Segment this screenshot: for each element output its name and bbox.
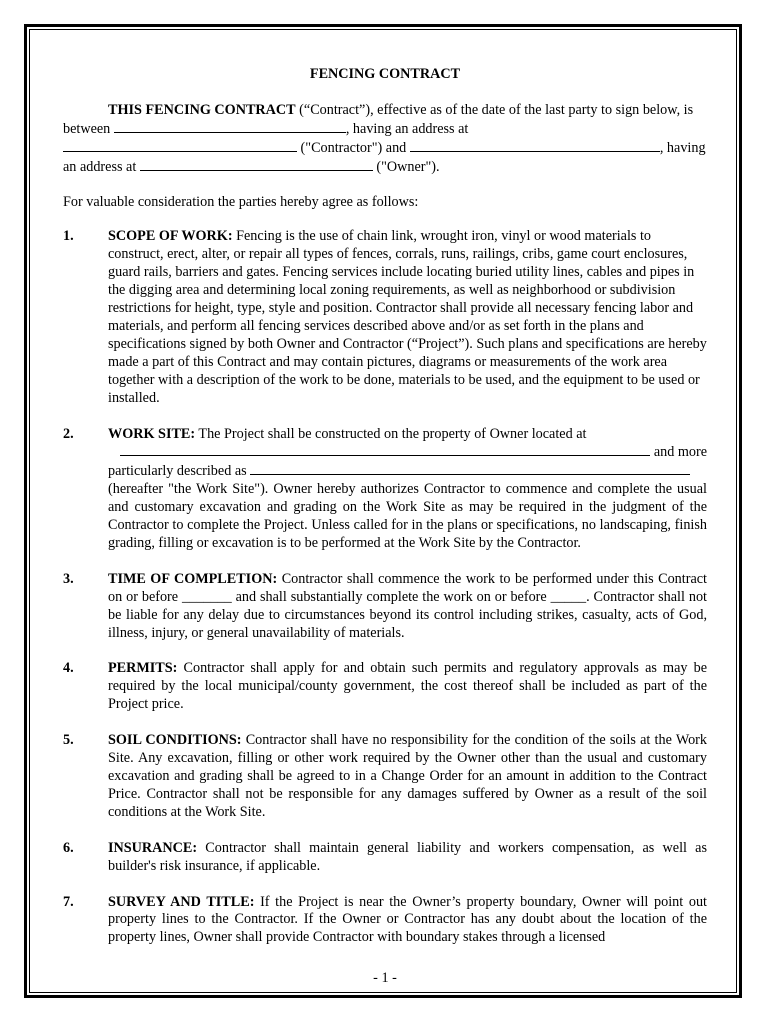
section-text: The Project shall be constructed on the property of Owner located at [195,425,587,442]
contractor-name-blank[interactable] [114,120,346,133]
section-number: 7. [63,893,74,910]
section-heading: PERMITS: [108,660,178,677]
section-scope-of-work [63,228,707,407]
section-work-site [63,426,707,553]
section-number: 4. [63,660,74,677]
section-time-of-completion [63,571,707,643]
section-heading: SCOPE OF WORK: [108,228,233,245]
work-site-description-blank[interactable] [250,462,690,475]
work-site-location-blank[interactable] [120,443,650,456]
intro-lead: THIS FENCING CONTRACT [108,101,296,118]
section-insurance [63,840,707,876]
section-number: 3. [63,570,74,587]
intro-text-1: (“Contract”), effective as of the date of the last party to sign below, is between [63,101,694,137]
contractor-address-blank[interactable] [63,139,297,152]
section-text: Contractor shall have no responsibility for the condition of the soils at the Work Site. Any excavation, filling or other work required by the Owner other than the usual and customary excavation and grading shall be agreed to in a Change Order for an amount in addition to the Contract Price. Contractor shall not be responsible for any damages suffered by Owner as a result of the soil conditions at the Work Site. [108,732,707,820]
section-text: Fencing is the use of chain link, wrought iron, vinyl or wood materials to construct, erect, alter, or repair all types of fences, corrals, runs, railings, cribs, game court enclosures, guard rails, barriers and gates. Fencing services include locating buried utility lines, cables and pipes in the digging area and determining local zoning requirements, as well as neighborhood or subdivision restrictions for height, type, style and position. Contractor shall provide all necessary fencing labor and materials, and perform all fencing services described above and/or as set forth in the plans and specifications signed by both Owner and Contractor (“Project”). Such plans and specifications are hereby made a part of this Contract and may contain pictures, diagrams or measurements of the work area together with a description of the work to be done, materials to be used, and the equipment to be used or installed. [108,228,707,406]
section-survey-and-title [63,894,707,948]
section-soil-conditions [63,732,707,822]
section-number: 1. [63,228,74,245]
section-heading: WORK SITE: [108,425,196,442]
intro-text-2: , having an address at [345,120,469,137]
page-number: - 1 - [373,970,397,986]
owner-name-blank[interactable] [410,139,660,152]
section-text: If the Project is near the Owner’s property boundary, Owner will point out property lines to the Contractor. If the Owner or Contractor has any doubt about the location of the property lines, Owner shall provide Contractor with boundary stakes through a licensed [108,893,707,946]
document-title: FENCING CONTRACT [309,66,461,82]
section-heading: INSURANCE: [108,839,198,856]
consideration-line: For valuable consideration the parties hereby agree as follows: [63,193,419,210]
section-permits [63,660,707,714]
section-number: 6. [63,839,74,856]
section-heading: SOIL CONDITIONS: [108,732,242,749]
intro-paragraph [63,102,707,177]
section-text: and more [650,444,707,461]
section-text: Contractor shall commence the work to be performed under this Contract on or before _______ and shall substantially complete the work on or before _____. Contractor shall not be liable for any delay due to circumstances beyond its control including strikes, casualty, acts of God, illness, injury, or general unavailability of materials. [108,570,707,641]
intro-text-3: ("Contractor") and [297,139,410,156]
section-heading: TIME OF COMPLETION: [108,570,278,587]
intro-text-4: , having an address at [63,139,706,175]
section-heading: SURVEY AND TITLE: [108,893,255,910]
section-text: particularly described as [108,463,251,480]
document-body [63,66,707,965]
intro-text-5: ("Owner"). [372,158,440,175]
section-number: 2. [63,425,74,442]
section-text: Contractor shall apply for and obtain such permits and regulatory approvals as may be required by the local municipal/county government, the cost thereof shall be included as part of the Project price. [108,660,707,713]
section-number: 5. [63,732,74,749]
section-text: (hereafter "the Work Site"). Owner hereby authorizes Contractor to commence and complete the usual and customary excavation and grading on the Work Site as may be required in the judgment of the Contractor to complete the Project. Unless called for in the plans or specifications, no landscaping, finish grading, filling or excavation is to be performed at the Work Site by the Contractor. [108,481,707,551]
section-text: Contractor shall maintain general liability and workers compensation, as well as builder's risk insurance, if applicable. [108,839,707,874]
owner-address-blank[interactable] [140,158,373,171]
